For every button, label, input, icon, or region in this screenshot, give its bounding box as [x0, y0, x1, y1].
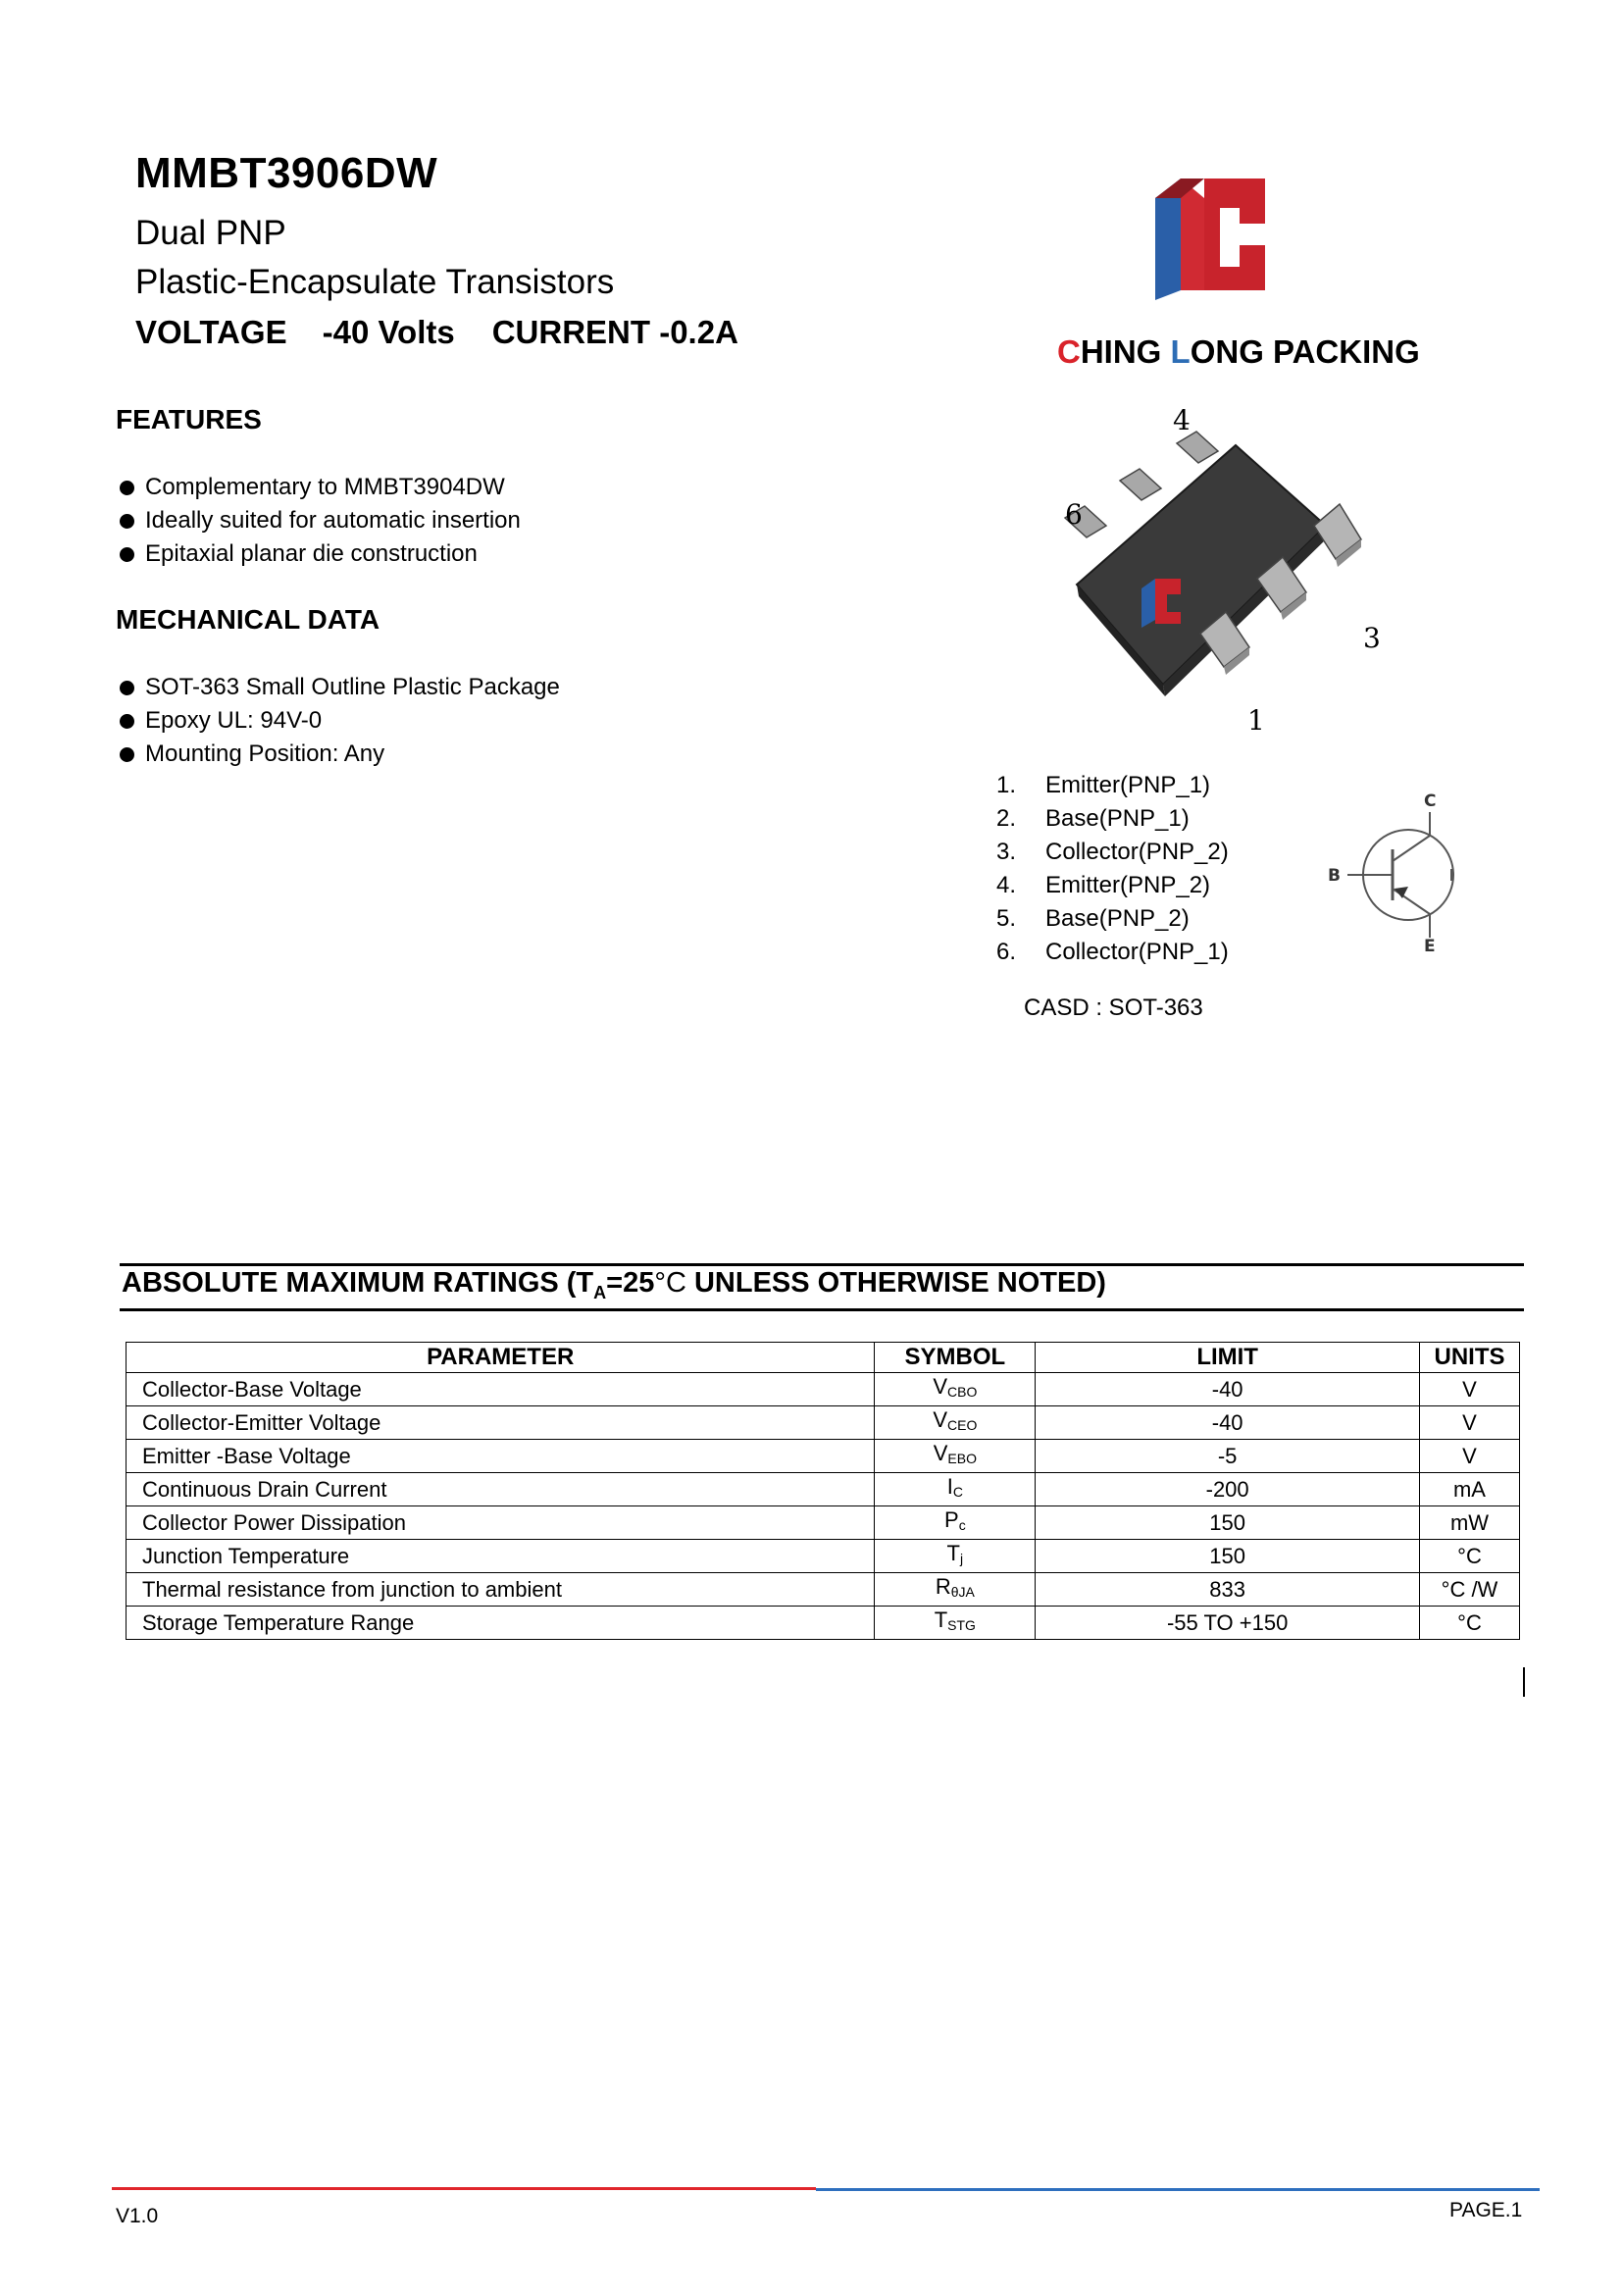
part-number-title: MMBT3906DW — [135, 149, 438, 197]
footer-page-number: PAGE.1 — [1449, 2199, 1523, 2221]
list-item: Epoxy UL: 94V-0 — [118, 704, 560, 738]
table-row: Collector-Emitter Voltage $V_{CEO}$ -40 V — [127, 1406, 1520, 1440]
mechanical-heading: MECHANICAL DATA — [116, 604, 380, 635]
table-row: Junction Temperature $T_j$ 150 °C — [127, 1540, 1520, 1573]
subtitle-transistors: Plastic-Encapsulate Transistors — [135, 263, 615, 301]
table-row: Thermal resistance from junction to ambient $R_{\theta JA}$ 833 °C /W — [127, 1573, 1520, 1607]
table-row: Storage Temperature Range $T_{STG}$ -55 TO +150 °C — [127, 1607, 1520, 1640]
column-header-symbol: SYMBOL — [875, 1343, 1036, 1373]
ratings-bottom-rule — [120, 1308, 1524, 1311]
symbol-label-b: B — [1328, 866, 1341, 886]
symbol-label-c: C — [1424, 791, 1437, 811]
ratings-table — [126, 1342, 1520, 1640]
voltage-current-line — [135, 314, 738, 351]
brand-name — [1057, 333, 1420, 371]
text-cursor-mark — [1523, 1667, 1525, 1697]
ratings-top-rule — [120, 1263, 1524, 1266]
list-item: Ideally suited for automatic insertion — [118, 504, 521, 537]
list-item: 1. Emitter(PNP_1) — [996, 772, 1211, 798]
list-item: Complementary to MMBT3904DW — [118, 471, 521, 504]
table-row: Emitter -Base Voltage $V_{EBO}$ -5 V — [127, 1440, 1520, 1473]
column-header-units: UNITS — [1419, 1343, 1519, 1373]
ratings-heading: ABSOLUTE MAXIMUM RATINGS ($T_A=25^\circ C$ UNLESS OTHERWISE NOTED) — [122, 1267, 1106, 1302]
column-header-parameter: PARAMETER — [127, 1343, 875, 1373]
pin-label-6: 6 — [1065, 498, 1083, 531]
current-value: -0.2A — [659, 314, 738, 350]
subtitle-dual-pnp: Dual PNP — [135, 214, 286, 252]
pnp-transistor-symbol — [1314, 785, 1491, 961]
voltage-label: VOLTAGE — [135, 314, 287, 350]
table-row: Continuous Drain Current $I_C$ -200 mA — [127, 1473, 1520, 1506]
footer-version: V1.0 — [116, 2205, 159, 2227]
list-item: 3. Collector(PNP_2) — [996, 839, 1229, 865]
ching-long-logo — [1145, 169, 1275, 302]
brand-text-ong: ONG PACKING — [1190, 333, 1420, 370]
list-item: Epitaxial planar die construction — [118, 537, 521, 571]
table-header-row — [127, 1343, 1520, 1373]
features-list — [118, 471, 521, 571]
list-item: 2. Base(PNP_1) — [996, 805, 1190, 832]
table-row: Collector-Base Voltage $V_{CBO}$ -40 V — [127, 1373, 1520, 1406]
pin-list — [996, 769, 1229, 969]
list-item: 5. Base(PNP_2) — [996, 905, 1190, 932]
pin-label-3: 3 — [1363, 622, 1381, 654]
list-item: 6. Collector(PNP_1) — [996, 939, 1229, 965]
brand-text-hing: HING — [1080, 333, 1171, 370]
column-header-limit: LIMIT — [1036, 1343, 1420, 1373]
features-heading: FEATURES — [116, 404, 262, 434]
list-item: 4. Emitter(PNP_2) — [996, 872, 1211, 898]
pin-label-1: 1 — [1247, 704, 1265, 737]
voltage-value: -40 Volts — [322, 314, 455, 350]
list-item: Mounting Position: Any — [118, 738, 560, 771]
current-label: CURRENT — [491, 314, 651, 350]
footer-line-blue — [816, 2188, 1540, 2191]
symbol-label-e: E — [1424, 937, 1436, 956]
brand-initial-c: C — [1057, 333, 1081, 370]
brand-initial-l: L — [1170, 333, 1191, 370]
footer-line-red — [112, 2187, 816, 2190]
list-item: SOT-363 Small Outline Plastic Package — [118, 671, 560, 704]
mechanical-list — [118, 671, 560, 771]
pin-label-4: 4 — [1173, 404, 1191, 436]
sot363-package-image — [1049, 412, 1373, 736]
casd-label: CASD : SOT-363 — [1024, 995, 1203, 1021]
table-row: Collector Power Dissipation $P_c$ 150 mW — [127, 1506, 1520, 1540]
